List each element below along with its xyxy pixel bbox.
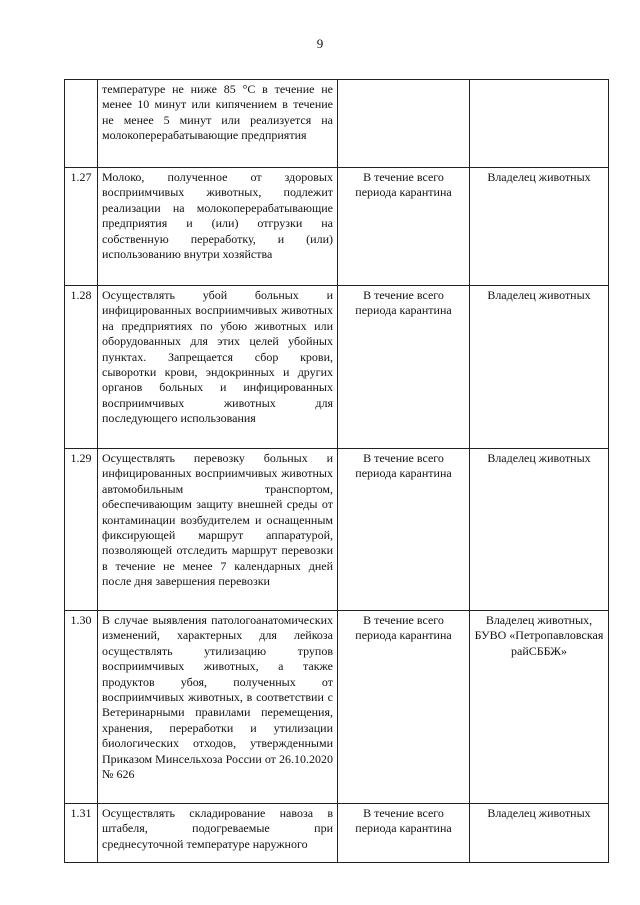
measure-text: Осуществлять складирование навоза в штабеля, подогреваемые при среднесуточной температуре наружного: [98, 804, 338, 863]
measure-text: В случае выявления патологоанатомических изменений, характерных для лейкоза осуществлять утилизацию трупов восприимчивых животных, а также продуктов убоя, полученных от восприимчивых животных, в соответствии с Ветеринарными правилами перемещения, хранения, переработки и утилизации биологических отходов, утвержденными Приказом Минсельхоза России от 26.10.2020 № 626: [98, 611, 338, 804]
table-row: [65, 611, 609, 804]
page-number: 9: [316, 36, 324, 51]
table-row: [65, 168, 609, 286]
term-text: [338, 80, 470, 168]
measure-text: Осуществлять убой больных и инфицированных восприимчивых животных на предприятиях по убою животных или оборудованных для этих целей убойных пунктах. Запрещается сбор крови, сыворотки крови, эндокринных и других органов больных и инфицированных восприимчивых животных для последующего использования: [98, 286, 338, 449]
row-number: 1.27: [65, 168, 98, 286]
table-row: [65, 80, 609, 168]
term-text: В течение всего периода карантина: [338, 804, 470, 863]
row-number: 1.29: [65, 449, 98, 611]
term-text: В течение всего периода карантина: [338, 611, 470, 804]
row-number: [65, 80, 98, 168]
term-text: В течение всего периода карантина: [338, 449, 470, 611]
term-text: В течение всего периода карантина: [338, 168, 470, 286]
responsible-text: Владелец животных: [470, 804, 609, 863]
quarantine-measures-table: [64, 79, 609, 863]
row-number: 1.31: [65, 804, 98, 863]
measure-text: Осуществлять перевозку больных и инфицированных восприимчивых животных автомобильным транспортом, обеспечивающим защиту внешней среды от контаминации возбудителем и оснащенным фиксирующей маршрут аппаратурой, позволяющей отследить маршрут перевозки в течение не менее 7 календарных дней после дня завершения перевозки: [98, 449, 338, 611]
responsible-text: Владелец животных: [470, 168, 609, 286]
table-row: [65, 449, 609, 611]
responsible-text: Владелец животных, БУВО «Петропавловская райСББЖ»: [470, 611, 609, 804]
measure-text: Молоко, полученное от здоровых восприимчивых животных, подлежит реализации на молокоперерабатывающие предприятия и (или) отгрузки на собственную переработку, и (или) использованию внутри хозяйства: [98, 168, 338, 286]
table-row: [65, 804, 609, 863]
term-text: В течение всего периода карантина: [338, 286, 470, 449]
responsible-text: Владелец животных: [470, 449, 609, 611]
table-row: [65, 286, 609, 449]
row-number: 1.28: [65, 286, 98, 449]
measure-text: температуре не ниже 85 °С в течение не менее 10 минут или кипячением в течение не менее 5 минут или реализуется на молокоперерабатывающие предприятия: [98, 80, 338, 168]
responsible-text: Владелец животных: [470, 286, 609, 449]
responsible-text: [470, 80, 609, 168]
row-number: 1.30: [65, 611, 98, 804]
